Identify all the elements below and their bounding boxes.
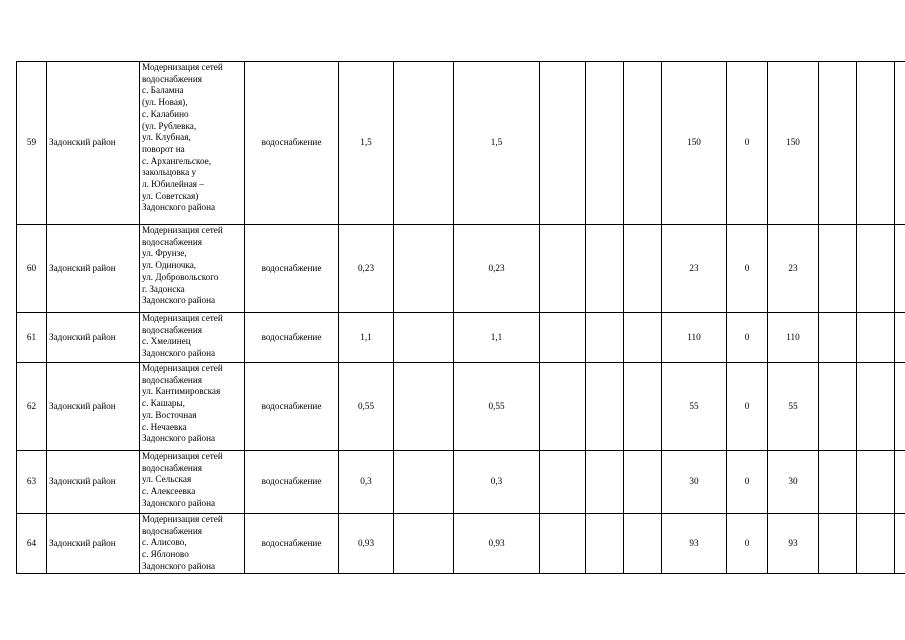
col15-cell	[857, 313, 895, 363]
col13-cell: 55	[768, 363, 819, 451]
col8-cell	[540, 451, 586, 514]
row-number: 59	[17, 62, 47, 225]
col9-cell	[586, 62, 624, 225]
type-cell: водоснабжение	[245, 363, 339, 451]
col8-cell	[540, 225, 586, 313]
col15-cell	[857, 225, 895, 313]
total-cell: 0,3	[339, 451, 394, 514]
col12-cell: 0	[727, 313, 768, 363]
col15-cell	[857, 451, 895, 514]
col7-cell: 0,3	[454, 451, 540, 514]
col7-cell: 0,55	[454, 363, 540, 451]
district-cell: Задонский район	[47, 62, 140, 225]
col16-cell	[895, 62, 905, 225]
col7-cell: 1,1	[454, 313, 540, 363]
col10-cell	[624, 514, 662, 574]
col12-cell: 0	[727, 225, 768, 313]
col9-cell	[586, 225, 624, 313]
type-cell: водоснабжение	[245, 62, 339, 225]
row-number: 64	[17, 514, 47, 574]
district-cell: Задонский район	[47, 225, 140, 313]
row-number: 61	[17, 313, 47, 363]
col6-cell	[394, 514, 454, 574]
col16-cell	[895, 514, 905, 574]
table-row	[17, 225, 905, 313]
col13-cell: 150	[768, 62, 819, 225]
col15-cell	[857, 363, 895, 451]
table-row	[17, 451, 905, 514]
col16-cell	[895, 313, 905, 363]
col10-cell	[624, 313, 662, 363]
row-number: 60	[17, 225, 47, 313]
description-cell: Модернизация сетей водоснабжения ул. Сельская с. Алексеевка Задонского района	[140, 451, 245, 514]
district-cell: Задонский район	[47, 313, 140, 363]
col9-cell	[586, 451, 624, 514]
col9-cell	[586, 313, 624, 363]
col13-cell: 110	[768, 313, 819, 363]
col14-cell	[819, 313, 857, 363]
col7-cell: 1,5	[454, 62, 540, 225]
data-table	[16, 61, 905, 574]
description-cell: Модернизация сетей водоснабжения с. Хмелинец Задонского района	[140, 313, 245, 363]
col14-cell	[819, 363, 857, 451]
col10-cell	[624, 62, 662, 225]
col8-cell	[540, 514, 586, 574]
description-cell: Модернизация сетей водоснабжения с. Баламна (ул. Новая), с. Калабино (ул. Рублевка, ул. Клубная, поворот на с. Архангельское, закольцовка у л. Юбилейная – ул. Советская) Задонского района	[140, 62, 245, 225]
col11-cell: 55	[662, 363, 727, 451]
district-cell: Задонский район	[47, 514, 140, 574]
table-row	[17, 514, 905, 574]
description-cell: Модернизация сетей водоснабжения с. Алисово, с. Яблоново Задонского района	[140, 514, 245, 574]
col9-cell	[586, 363, 624, 451]
col9-cell	[586, 514, 624, 574]
col12-cell: 0	[727, 62, 768, 225]
table-row	[17, 62, 905, 225]
col7-cell: 0,93	[454, 514, 540, 574]
type-cell: водоснабжение	[245, 313, 339, 363]
col13-cell: 23	[768, 225, 819, 313]
col16-cell	[895, 363, 905, 451]
row-number: 63	[17, 451, 47, 514]
total-cell: 1,5	[339, 62, 394, 225]
col7-cell: 0,23	[454, 225, 540, 313]
col6-cell	[394, 363, 454, 451]
col13-cell: 30	[768, 451, 819, 514]
col12-cell: 0	[727, 363, 768, 451]
type-cell: водоснабжение	[245, 514, 339, 574]
col6-cell	[394, 313, 454, 363]
col8-cell	[540, 62, 586, 225]
total-cell: 0,23	[339, 225, 394, 313]
col11-cell: 93	[662, 514, 727, 574]
col12-cell: 0	[727, 514, 768, 574]
col13-cell: 93	[768, 514, 819, 574]
col6-cell	[394, 62, 454, 225]
col14-cell	[819, 514, 857, 574]
description-cell: Модернизация сетей водоснабжения ул. Фрунзе, ул. Одиночка, ул. Добровольского г. Задонска Задонского района	[140, 225, 245, 313]
description-cell: Модернизация сетей водоснабжения ул. Кантимировская с. Кашары, ул. Восточная с. Нечаевка Задонского района	[140, 363, 245, 451]
total-cell: 0,93	[339, 514, 394, 574]
col15-cell	[857, 62, 895, 225]
col10-cell	[624, 225, 662, 313]
col14-cell	[819, 225, 857, 313]
col15-cell	[857, 514, 895, 574]
total-cell: 1,1	[339, 313, 394, 363]
col14-cell	[819, 451, 857, 514]
district-cell: Задонский район	[47, 451, 140, 514]
col6-cell	[394, 451, 454, 514]
col12-cell: 0	[727, 451, 768, 514]
type-cell: водоснабжение	[245, 451, 339, 514]
total-cell: 0,55	[339, 363, 394, 451]
type-cell: водоснабжение	[245, 225, 339, 313]
district-cell: Задонский район	[47, 363, 140, 451]
table-body	[17, 62, 905, 574]
col8-cell	[540, 363, 586, 451]
col8-cell	[540, 313, 586, 363]
table-row	[17, 313, 905, 363]
col16-cell	[895, 225, 905, 313]
col11-cell: 150	[662, 62, 727, 225]
row-number: 62	[17, 363, 47, 451]
col14-cell	[819, 62, 857, 225]
col10-cell	[624, 451, 662, 514]
table-row	[17, 363, 905, 451]
col16-cell	[895, 451, 905, 514]
col10-cell	[624, 363, 662, 451]
col11-cell: 110	[662, 313, 727, 363]
col11-cell: 30	[662, 451, 727, 514]
col6-cell	[394, 225, 454, 313]
col11-cell: 23	[662, 225, 727, 313]
